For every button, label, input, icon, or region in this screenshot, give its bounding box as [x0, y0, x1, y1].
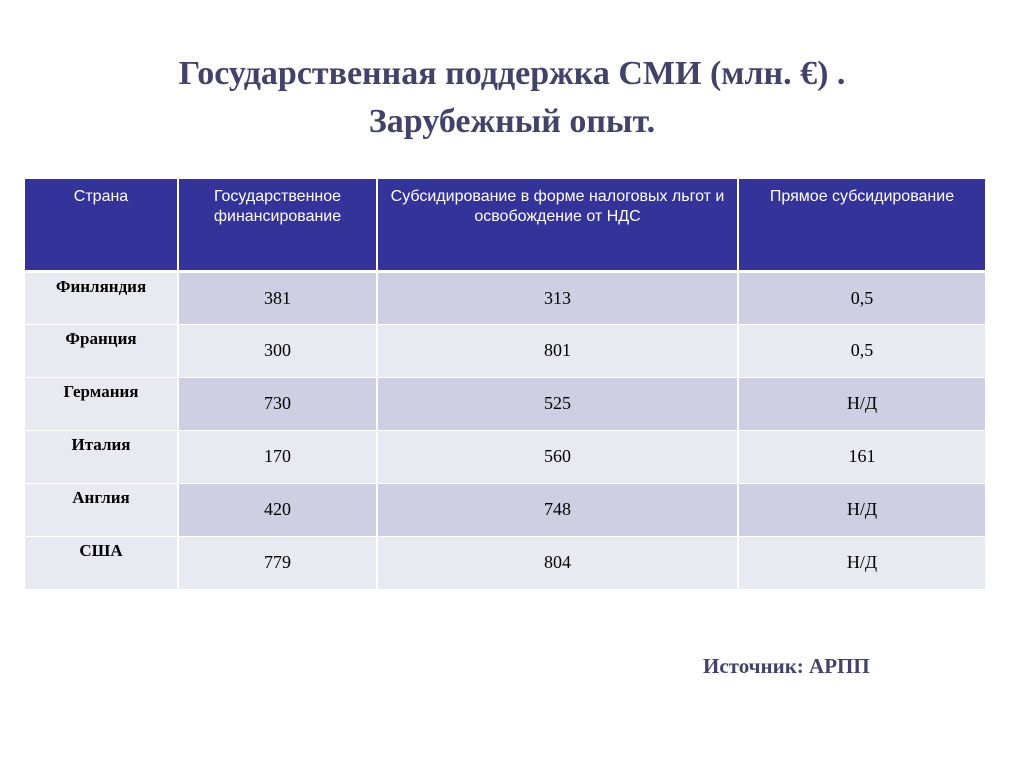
- source-note: Источник: АРПП: [703, 654, 870, 678]
- cell-tax-subsidy: 560: [377, 430, 738, 483]
- table-row: [25, 271, 985, 324]
- table-header-row: [25, 179, 985, 271]
- cell-state-funding: 779: [178, 536, 377, 589]
- cell-direct-subsidy: Н/Д: [738, 536, 985, 589]
- cell-country: Италия: [25, 430, 178, 483]
- cell-state-funding: 730: [178, 377, 377, 430]
- cell-tax-subsidy: 748: [377, 483, 738, 536]
- table-row: [25, 324, 985, 377]
- cell-country: США: [25, 536, 178, 589]
- cell-state-funding: 170: [178, 430, 377, 483]
- title-line-1: Государственная поддержка СМИ (млн. €) .: [178, 55, 846, 92]
- cell-tax-subsidy: 525: [377, 377, 738, 430]
- header-state-funding: Государственное финансирование: [178, 179, 377, 271]
- cell-state-funding: 381: [178, 271, 377, 324]
- header-country: Страна: [25, 179, 178, 271]
- slide-title: [0, 50, 1024, 146]
- cell-tax-subsidy: 801: [377, 324, 738, 377]
- cell-direct-subsidy: 0,5: [738, 271, 985, 324]
- cell-country: Франция: [25, 324, 178, 377]
- cell-country: Финляндия: [25, 271, 178, 324]
- cell-tax-subsidy: 313: [377, 271, 738, 324]
- cell-direct-subsidy: Н/Д: [738, 483, 985, 536]
- table-row: [25, 377, 985, 430]
- header-tax-subsidy: Субсидирование в форме налоговых льгот и освобождение от НДС: [377, 179, 738, 271]
- table-row: [25, 430, 985, 483]
- cell-state-funding: 420: [178, 483, 377, 536]
- support-table: [25, 179, 985, 590]
- cell-country: Англия: [25, 483, 178, 536]
- table-row: [25, 536, 985, 589]
- cell-country: Германия: [25, 377, 178, 430]
- cell-direct-subsidy: 0,5: [738, 324, 985, 377]
- table-row: [25, 483, 985, 536]
- cell-direct-subsidy: Н/Д: [738, 377, 985, 430]
- header-direct-subsidy: Прямое субсидирование: [738, 179, 985, 271]
- cell-state-funding: 300: [178, 324, 377, 377]
- cell-direct-subsidy: 161: [738, 430, 985, 483]
- cell-tax-subsidy: 804: [377, 536, 738, 589]
- title-line-2: Зарубежный опыт.: [368, 103, 656, 140]
